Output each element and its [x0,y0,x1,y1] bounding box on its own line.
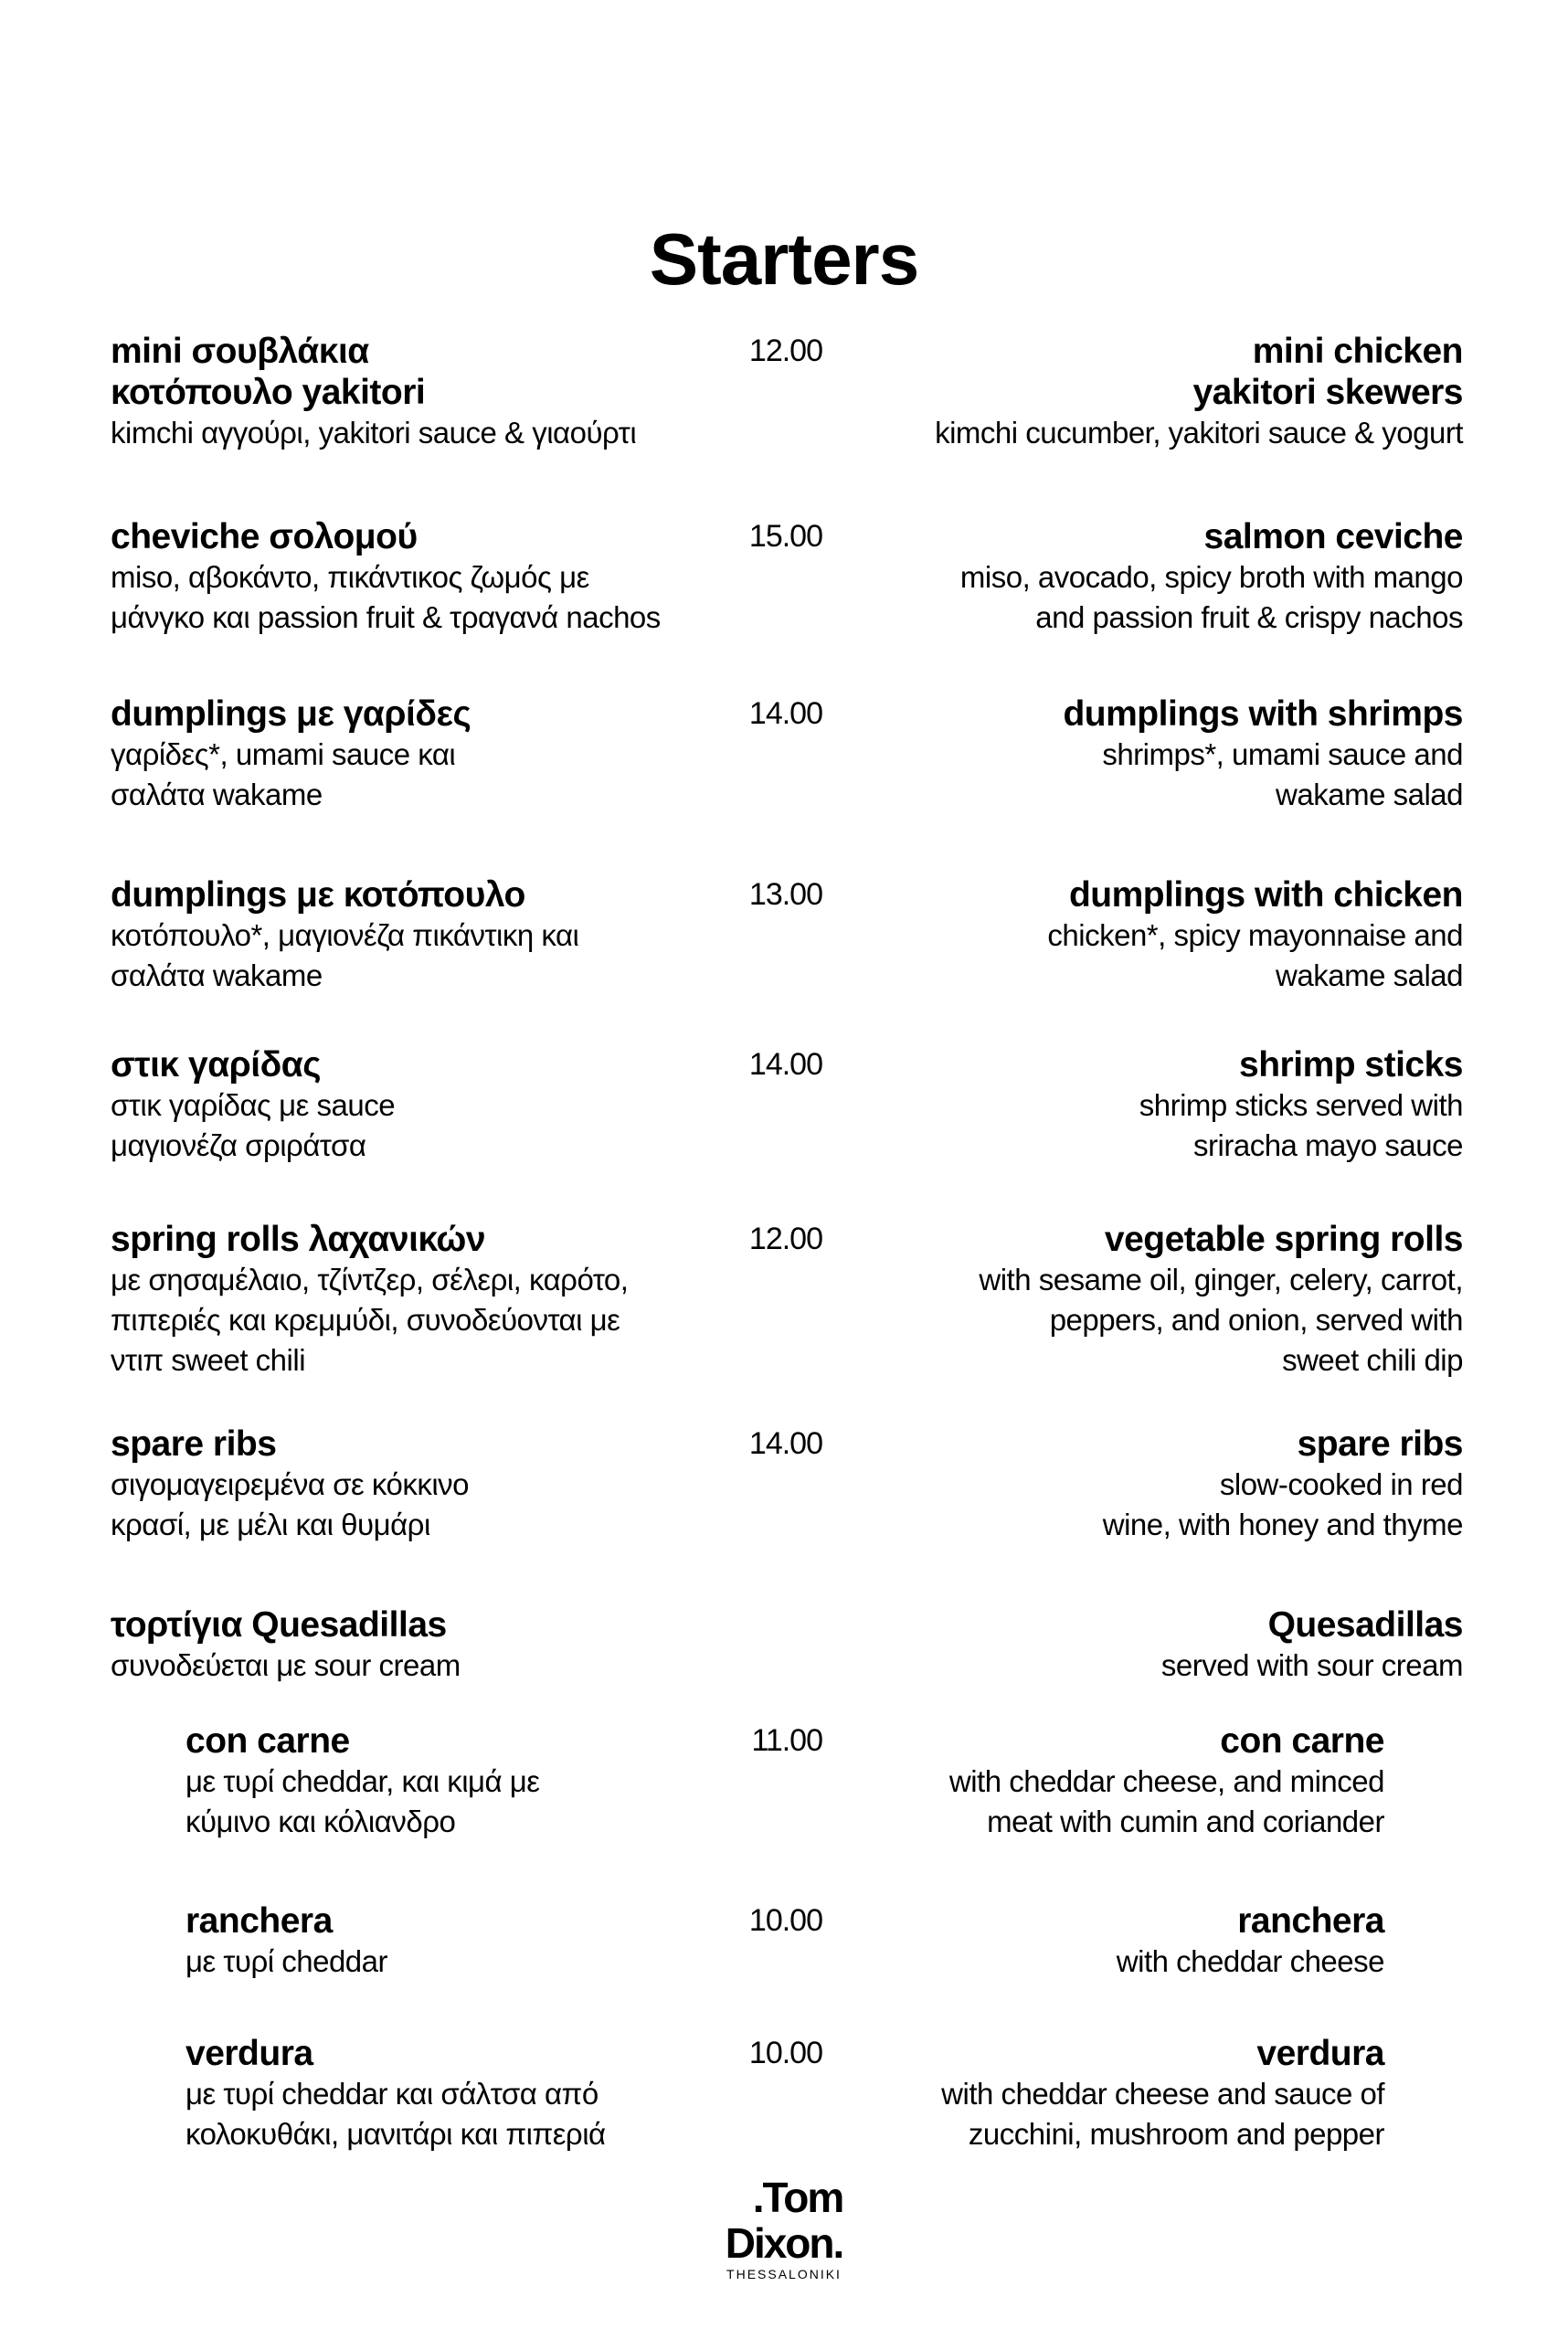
item-name [111,1424,695,1465]
item-name [842,2033,1384,2074]
item-description [111,1085,695,1166]
greek-column [111,1424,695,1545]
item-name [842,1219,1463,1260]
item-price: 13.00 [748,877,822,912]
item-description-line: slow-cooked in red [1219,1467,1463,1501]
item-name-line: κοτόπουλο yakitori [111,373,426,412]
item-description-line: κρασί, με μέλι και θυμάρι [111,1508,430,1541]
page-title: Starters [649,218,919,300]
item-description-line: με τυρί cheddar και σάλτσα από [185,2077,599,2111]
item-name-line: verdura [1256,2034,1384,2073]
item-description [185,2074,706,2154]
item-name [111,874,695,915]
item-description-line: με τυρί cheddar, και κιμά με [185,1764,540,1798]
item-name-line: Quesadillas [1267,1605,1463,1645]
item-description-line: peppers, and onion, served with [1049,1303,1463,1337]
item-name-line: vegetable spring rolls [1104,1220,1463,1259]
item-name-line: mini chicken [1252,332,1463,371]
english-column [842,1424,1463,1545]
greek-column [111,1219,695,1381]
item-description [842,735,1463,815]
item-description-line: ντιπ sweet chili [111,1343,306,1377]
item-description-line: μάνγκο και passion fruit & τραγανά nachos [111,600,661,634]
greek-column [185,1900,706,1982]
item-price: 12.00 [748,333,822,368]
item-description [111,1260,695,1381]
item-name [185,2033,706,2074]
item-description [842,2074,1384,2154]
item-description-line: σαλάτα wakame [111,958,323,992]
item-description-line: and passion fruit & crispy nachos [1035,600,1463,634]
greek-column [111,331,695,453]
item-description-line: wine, with honey and thyme [1102,1508,1463,1541]
item-price: 14.00 [748,1426,822,1461]
item-name [111,331,695,413]
item-description-line: συνοδεύεται με sour cream [111,1648,461,1682]
item-description-line: miso, αβοκάντο, πικάντικος ζωμός με [111,560,589,594]
item-description-line: sweet chili dip [1282,1343,1463,1377]
item-name-line: τορτίγια Quesadillas [111,1605,447,1645]
english-column [842,1219,1463,1381]
item-name [111,1219,695,1260]
item-description-line: with cheddar cheese [1116,1944,1384,1978]
item-name-line: yakitori skewers [1192,373,1463,412]
english-column [842,1720,1384,1842]
item-name-line: spare ribs [111,1424,277,1464]
item-description-line: μαγιονέζα σριράτσα [111,1128,366,1162]
logo-line-1: .Tom [752,2174,843,2221]
item-price: 11.00 [751,1723,822,1758]
english-column [842,1900,1384,1982]
item-name-line: cheviche σολομού [111,517,418,556]
item-description-line: with cheddar cheese and sauce of [941,2077,1384,2111]
item-description-line: with sesame oil, ginger, celery, carrot, [979,1263,1463,1297]
item-price: 12.00 [748,1222,822,1256]
item-price: 14.00 [748,1047,822,1082]
item-description-line: κύμινο και κόλιανδρο [185,1805,456,1838]
item-price: 15.00 [748,519,822,554]
item-name [842,874,1463,915]
item-description-line: miso, avocado, spicy broth with mango [959,560,1463,594]
item-name-line: verdura [185,2034,313,2073]
tom-dixon-logo [693,2175,875,2282]
english-column [842,1044,1463,1166]
greek-column [111,874,695,996]
item-description-line: kimchi αγγούρι, yakitori sauce & γιαούρτι [111,416,637,450]
item-description [842,1260,1463,1381]
item-description-line: με τυρί cheddar [185,1944,388,1978]
item-name-line: spring rolls λαχανικών [111,1220,486,1259]
greek-column [185,2033,706,2154]
greek-column [111,516,695,638]
item-description [842,1942,1384,1982]
item-description [842,1646,1463,1686]
item-description [111,735,695,815]
item-name-line: ranchera [1237,1901,1384,1941]
english-column [842,1604,1463,1686]
item-description-line: στικ γαρίδας με sauce [111,1088,396,1122]
item-description-line: shrimps*, umami sauce and [1102,737,1463,771]
greek-column [111,1604,695,1686]
item-name-line: con carne [185,1721,350,1761]
english-column [842,874,1463,996]
item-name [111,1604,695,1646]
item-description [842,1465,1463,1545]
item-name [842,1044,1463,1085]
item-name-line: στικ γαρίδας [111,1045,322,1085]
item-description-line: meat with cumin and coriander [987,1805,1384,1838]
item-description-line: served with sour cream [1160,1648,1463,1682]
item-name-line: mini σουβλάκια [111,332,369,371]
item-description-line: σαλάτα wakame [111,778,323,811]
item-description-line: πιπεριές και κρεμμύδι, συνοδεύονται με [111,1303,620,1337]
english-column [842,2033,1384,2154]
item-description-line: σιγομαγειρεμένα σε κόκκινο [111,1467,470,1501]
item-name [842,516,1463,557]
item-name-line: dumplings με γαρίδες [111,694,471,734]
item-description-line: sriracha mayo sauce [1193,1128,1463,1162]
logo-line-2: Dixon. [725,2219,843,2267]
item-name-line: shrimp sticks [1239,1045,1463,1085]
greek-column [185,1720,706,1842]
item-description-line: shrimp sticks served with [1139,1088,1463,1122]
item-description-line: κολοκυθάκι, μανιτάρι και πιπεριά [185,2117,606,2151]
item-description-line: με σησαμέλαιο, τζίντζερ, σέλερι, καρότο, [111,1263,629,1297]
item-name-line: dumplings with shrimps [1063,694,1463,734]
item-description [842,413,1463,453]
item-description [111,915,695,996]
item-name [842,1720,1384,1762]
logo-line-3: THESSALONIKI [726,2267,842,2281]
item-price: 10.00 [748,2036,822,2070]
item-name [111,516,695,557]
greek-column [111,1044,695,1166]
item-name-line: salmon ceviche [1203,517,1463,556]
item-name [842,1424,1463,1465]
item-description [111,413,695,453]
item-description-line: kimchi cucumber, yakitori sauce & yogurt [935,416,1463,450]
item-name-line: con carne [1220,1721,1384,1761]
item-description [111,1646,695,1686]
item-name [185,1720,706,1762]
item-description-line: κοτόπουλο*, μαγιονέζα πικάντικη και [111,918,579,952]
item-name [842,1604,1463,1646]
greek-column [111,693,695,815]
item-description-line: wakame salad [1276,778,1463,811]
item-description [111,557,695,638]
item-name [842,693,1463,735]
english-column [842,516,1463,638]
item-price: 14.00 [748,696,822,731]
item-description-line: chicken*, spicy mayonnaise and [1047,918,1463,952]
item-description [185,1762,706,1842]
item-name [111,693,695,735]
item-description [842,1762,1384,1842]
item-description [842,557,1463,638]
item-name [111,1044,695,1085]
item-name-line: dumplings με κοτόπουλο [111,875,525,915]
item-price: 10.00 [748,1903,822,1938]
item-name [185,1900,706,1942]
english-column [842,693,1463,815]
item-description-line: zucchini, mushroom and pepper [968,2117,1384,2151]
english-column [842,331,1463,453]
item-description [842,915,1463,996]
item-description-line: with cheddar cheese, and minced [948,1764,1384,1798]
item-description [111,1465,695,1545]
item-description [185,1942,706,1982]
item-description [842,1085,1463,1166]
item-description-line: wakame salad [1276,958,1463,992]
item-name [842,1900,1384,1942]
item-name [842,331,1463,413]
item-name-line: spare ribs [1297,1424,1463,1464]
item-name-line: dumplings with chicken [1068,875,1463,915]
item-name-line: ranchera [185,1901,333,1941]
item-description-line: γαρίδες*, umami sauce και [111,737,456,771]
